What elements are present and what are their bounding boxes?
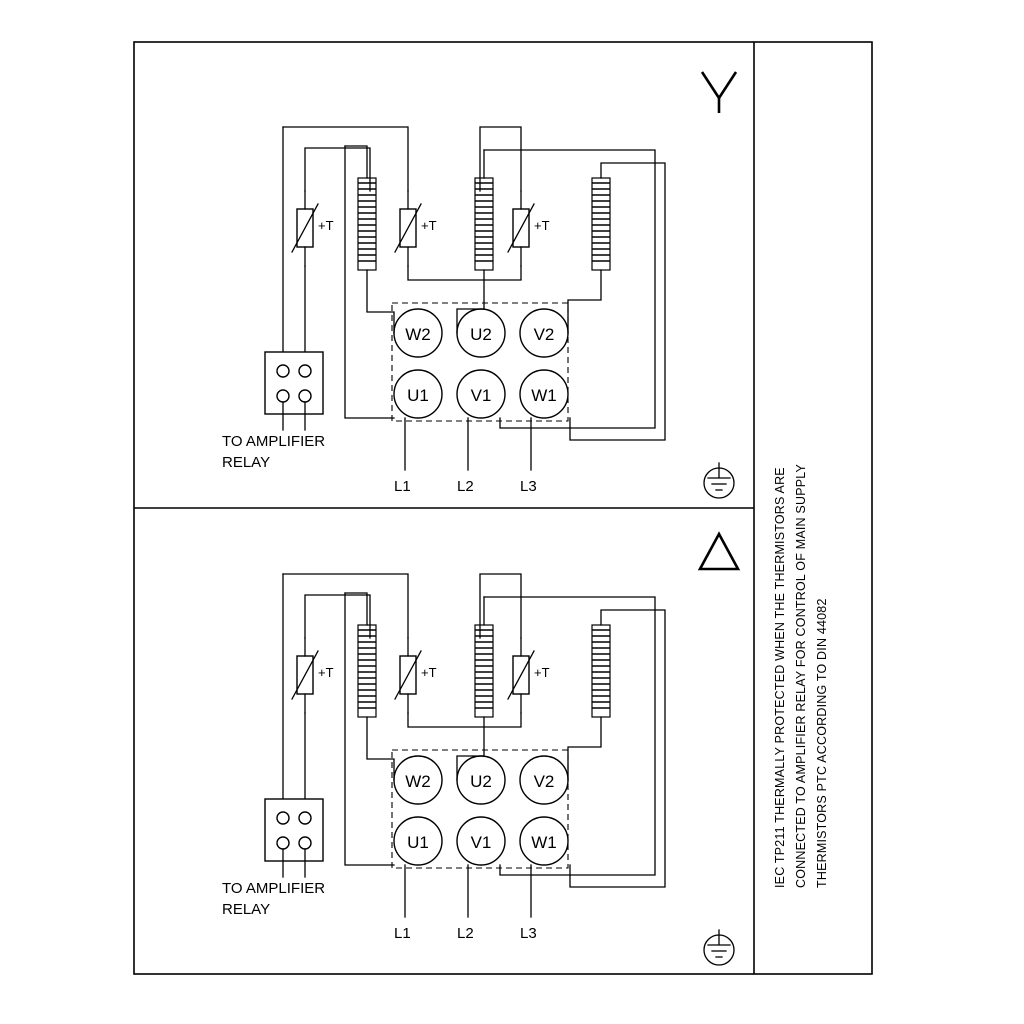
winding-coil-2 bbox=[475, 625, 493, 717]
coil1-top-wire bbox=[345, 146, 367, 178]
amplifier-terminal-block bbox=[265, 799, 323, 877]
amplifier-terminal-block bbox=[265, 352, 323, 430]
thermistor-label-3: +T bbox=[534, 665, 550, 680]
amplifier-relay-label-line2: RELAY bbox=[222, 454, 271, 471]
earth-ground-symbol bbox=[704, 930, 734, 965]
amplifier-relay-label-line2: RELAY bbox=[222, 901, 271, 918]
coil3-to-V2 bbox=[568, 270, 601, 333]
coil3-top-to-W1 bbox=[570, 610, 665, 887]
delta-connection-symbol bbox=[700, 534, 738, 569]
panel-delta bbox=[222, 534, 738, 965]
coil3-top-to-W1 bbox=[570, 163, 665, 440]
terminal-label-U2: U2 bbox=[470, 325, 492, 344]
coil2-top-to-V1 bbox=[484, 150, 655, 428]
terminal-label-U2: U2 bbox=[470, 772, 492, 791]
terminal-label-V2: V2 bbox=[533, 772, 555, 791]
winding-coil-1 bbox=[358, 178, 376, 270]
coil3-to-V2 bbox=[568, 717, 601, 780]
terminal-label-W2: W2 bbox=[405, 772, 431, 791]
winding-coil-3 bbox=[592, 625, 610, 717]
thermistor-chain-bottom bbox=[408, 266, 521, 280]
thermistor-label-1: +T bbox=[318, 218, 334, 233]
supply-label-L2: L2 bbox=[457, 478, 474, 495]
thermistor-label-2: +T bbox=[421, 218, 437, 233]
coil1-to-W2 bbox=[367, 717, 394, 780]
thermistor-1 bbox=[292, 638, 318, 713]
thermistor-2 bbox=[395, 191, 421, 266]
supply-label-L1: L1 bbox=[394, 925, 411, 942]
thermistor-3 bbox=[508, 638, 534, 713]
amplifier-relay-label-line1: TO AMPLIFIER bbox=[222, 433, 326, 450]
earth-ground-symbol bbox=[704, 463, 734, 498]
winding-coil-3 bbox=[592, 178, 610, 270]
thermistor-label-3: +T bbox=[534, 218, 550, 233]
coil1-top-wire bbox=[345, 593, 367, 625]
terminal-label-U1: U1 bbox=[407, 833, 429, 852]
winding-coil-2 bbox=[475, 178, 493, 270]
supply-label-L3: L3 bbox=[520, 478, 537, 495]
terminal-label-V2: V2 bbox=[533, 325, 555, 344]
thermistor-label-1: +T bbox=[318, 665, 334, 680]
supply-label-L2: L2 bbox=[457, 925, 474, 942]
terminal-label-W1: W1 bbox=[531, 833, 557, 852]
terminal-label-V1: V1 bbox=[470, 833, 492, 852]
thermistor-3 bbox=[508, 191, 534, 266]
thermistor-label-2: +T bbox=[421, 665, 437, 680]
winding-coil-1 bbox=[358, 625, 376, 717]
thermistor-chain-bottom bbox=[408, 713, 521, 727]
panel-star bbox=[222, 72, 736, 498]
coil2-top-to-V1 bbox=[484, 597, 655, 875]
note-line-1: IEC TP211 THERMALLY PROTECTED WHEN THE THERMISTORS ARE bbox=[773, 467, 787, 888]
thermistor-2 bbox=[395, 638, 421, 713]
terminal-label-W1: W1 bbox=[531, 386, 557, 405]
star-connection-symbol bbox=[702, 72, 736, 113]
note-line-3: THERMISTORS PTC ACCORDING TO DIN 44082 bbox=[815, 598, 829, 888]
supply-label-L1: L1 bbox=[394, 478, 411, 495]
thermistor-1 bbox=[292, 191, 318, 266]
amplifier-relay-label-line1: TO AMPLIFIER bbox=[222, 880, 326, 897]
terminal-label-W2: W2 bbox=[405, 325, 431, 344]
note-column bbox=[773, 464, 829, 888]
terminal-label-U1: U1 bbox=[407, 386, 429, 405]
terminal-label-V1: V1 bbox=[470, 386, 492, 405]
coil1-to-W2 bbox=[367, 270, 394, 333]
note-line-2: CONNECTED TO AMPLIFIER RELAY FOR CONTROL OF MAIN SUPPLY bbox=[794, 463, 808, 888]
supply-label-L3: L3 bbox=[520, 925, 537, 942]
